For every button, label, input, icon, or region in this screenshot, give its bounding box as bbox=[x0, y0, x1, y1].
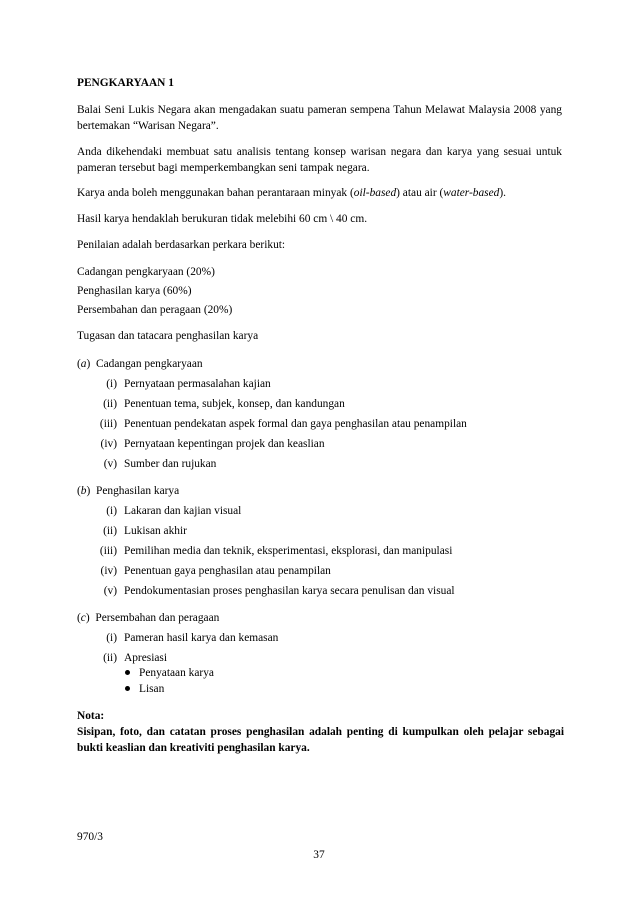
page-number: 37 bbox=[313, 849, 325, 861]
item-number: (iii) bbox=[99, 545, 117, 557]
criteria-proposal: Cadangan pengkaryaan (20%) bbox=[77, 266, 215, 278]
item-text: Penentuan pendekatan aspek formal dan gaya penghasilan atau penampilan bbox=[124, 418, 467, 430]
item-number: (iii) bbox=[99, 418, 117, 430]
section-heading: PENGKARYAAN 1 bbox=[77, 77, 174, 89]
medium-water: water-based bbox=[443, 187, 500, 199]
item-number: (i) bbox=[106, 632, 117, 644]
item-number: (ii) bbox=[103, 525, 117, 537]
item-text: Penentuan tema, subjek, konsep, dan kandungan bbox=[124, 398, 345, 410]
paragraph-assessment: Penilaian adalah berdasarkan perkara berikut: bbox=[77, 239, 286, 251]
item-number: (ii) bbox=[103, 398, 117, 410]
item-text: Pernyataan kepentingan projek dan keaslian bbox=[124, 438, 325, 450]
item-text: Pernyataan permasalahan kajian bbox=[124, 378, 271, 390]
item-number: (i) bbox=[106, 505, 117, 517]
item-text: Sumber dan rujukan bbox=[124, 458, 217, 470]
section-a-title: (a) Cadangan pengkaryaan bbox=[77, 358, 203, 370]
medium-text-3: ). bbox=[499, 187, 507, 199]
bullet-item bbox=[125, 666, 214, 682]
bullet-item bbox=[125, 682, 164, 698]
item-number: (iv) bbox=[100, 438, 117, 450]
section-c-letter: c bbox=[80, 612, 86, 624]
item-text: Pemilihan media dan teknik, eksperimentasi, eksplorasi, dan manipulasi bbox=[124, 545, 453, 557]
section-a-letter: a bbox=[80, 358, 87, 370]
paragraph-task: Anda dikehendaki membuat satu analisis tentang konsep warisan negara dan karya yang sesuai untuk pameran tersebut bagi memperkembangkan seni tampak negara. bbox=[77, 146, 562, 174]
section-b-title: (b) Penghasilan karya bbox=[77, 485, 180, 497]
item-text: Pendokumentasian proses penghasilan karya secara penulisan dan visual bbox=[124, 585, 455, 597]
medium-text-1: Karya anda boleh menggunakan bahan perantaraan minyak ( bbox=[77, 187, 354, 199]
note-text: Sisipan, foto, dan catatan proses penghasilan adalah penting di kumpulkan oleh pelajar sebagai bukti keaslian dan kreativiti penghasilan karya. bbox=[77, 726, 564, 754]
paragraph-medium bbox=[77, 186, 562, 202]
bullet-dot-icon bbox=[125, 686, 130, 691]
medium-text-2: ) atau air ( bbox=[396, 187, 444, 199]
item-text: Apresiasi bbox=[124, 652, 168, 664]
section-c-title: (c) Persembahan dan peragaan bbox=[77, 612, 220, 624]
item-text: Lukisan akhir bbox=[124, 525, 187, 537]
item-text: Pameran hasil karya dan kemasan bbox=[124, 632, 279, 644]
paper-code: 970/3 bbox=[77, 831, 103, 843]
section-b-letter: b bbox=[80, 485, 87, 497]
paragraph-intro: Balai Seni Lukis Negara akan mengadakan suatu pameran sempena Tahun Melawat Malaysia 2008 yang bertemakan “Warisan Negara”. bbox=[77, 104, 562, 132]
bullet-text: Penyataan karya bbox=[139, 667, 214, 679]
note-label: Nota: bbox=[77, 710, 105, 722]
item-number: (iv) bbox=[100, 565, 117, 577]
section-a-title-text: Cadangan pengkaryaan bbox=[96, 358, 203, 370]
section-b-title-text: Penghasilan karya bbox=[96, 485, 180, 497]
item-number: (v) bbox=[103, 585, 117, 597]
bullet-dot-icon bbox=[125, 670, 130, 675]
medium-oil: oil-based bbox=[353, 187, 397, 199]
paragraph-size: Hasil karya hendaklah berukuran tidak melebihi 60 cm \ 40 cm. bbox=[77, 213, 368, 225]
item-text: Penentuan gaya penghasilan atau penampilan bbox=[124, 565, 331, 577]
item-number: (v) bbox=[103, 458, 117, 470]
section-c-title-text: Persembahan dan peragaan bbox=[95, 612, 220, 624]
criteria-production: Penghasilan karya (60%) bbox=[77, 285, 192, 297]
criteria-presentation: Persembahan dan peragaan (20%) bbox=[77, 304, 233, 316]
bullet-text: Lisan bbox=[139, 683, 165, 695]
item-number: (ii) bbox=[103, 652, 117, 664]
item-text: Lakaran dan kajian visual bbox=[124, 505, 242, 517]
item-number: (i) bbox=[106, 378, 117, 390]
paragraph-tasks-heading: Tugasan dan tatacara penghasilan karya bbox=[77, 330, 259, 342]
